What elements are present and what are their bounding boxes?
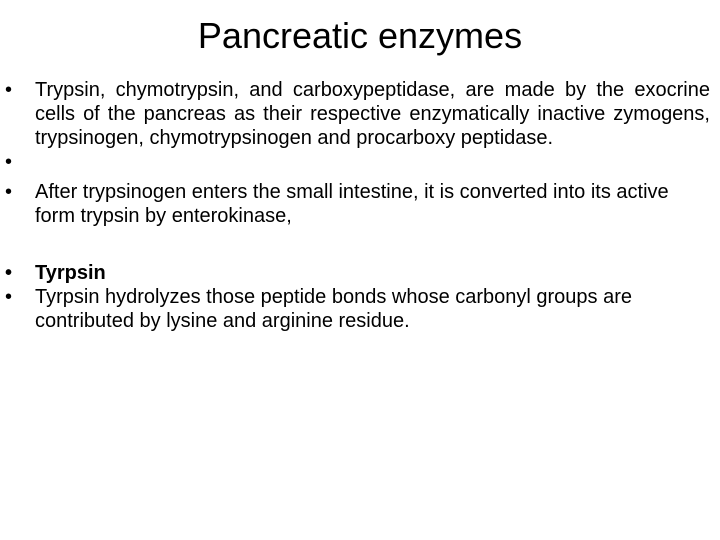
- slide-title: Pancreatic enzymes: [197, 15, 523, 56]
- bullet-trypsin-heading: • Tyrpsin: [0, 261, 720, 285]
- bullet-list: [0, 78, 720, 333]
- bullet-trypsinogen-activation: • After trypsinogen enters the small intestine, it is converted into its active form trypsin by enterokinase,: [0, 180, 720, 228]
- bullet-trypsin-hydrolysis: • Tyrpsin hydrolyzes those peptide bonds whose carbonyl groups are contributed by lysine and arginine residue.: [0, 285, 720, 333]
- bullet-zymogens: • Trypsin, chymotrypsin, and carboxypeptidase, are made by the exocrine cells of the pancreas as their respective enzymatically inactive zymogens, trypsinogen, chymotrypsinogen and procarboxy peptidase.: [0, 78, 720, 150]
- bullet-empty: [0, 150, 720, 174]
